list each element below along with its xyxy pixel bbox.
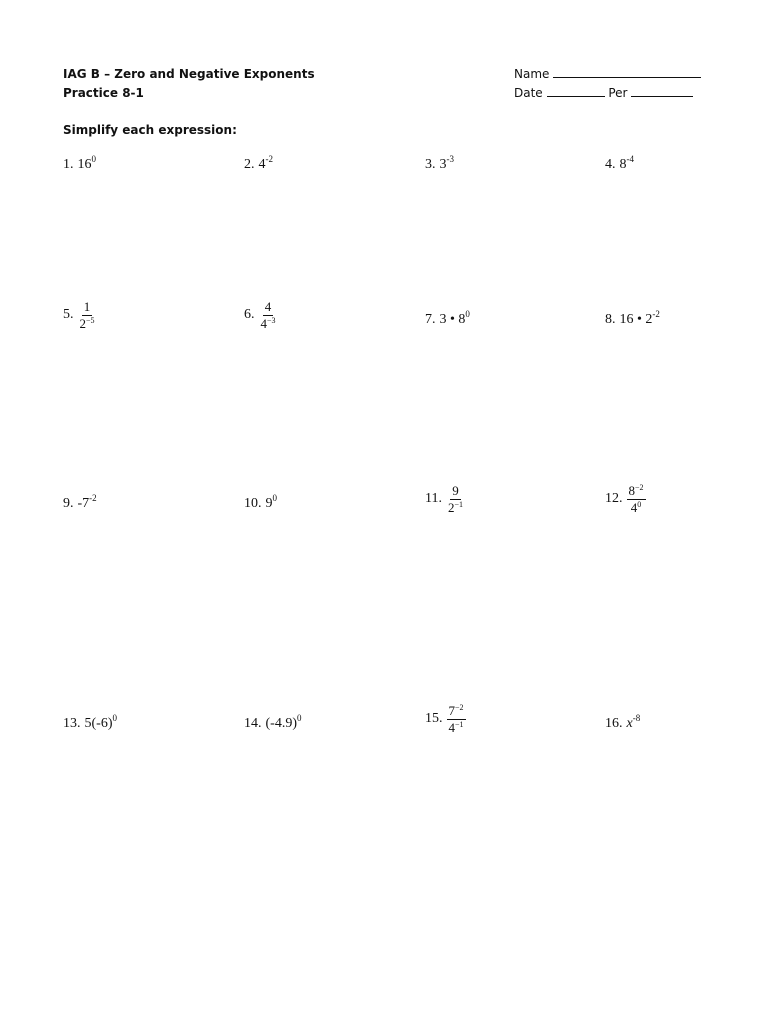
problem-5 — [63, 300, 97, 330]
problem-exponent: -8 — [632, 713, 641, 723]
practice-label: Practice 8-1 — [63, 86, 144, 100]
problem-base: (-4.9) — [265, 716, 297, 731]
problem-11 — [425, 484, 465, 514]
problem-exponent: -3 — [446, 154, 454, 164]
problem-base: 4 — [258, 157, 266, 172]
fraction-numerator: $7^{-2}$ — [448, 703, 464, 718]
problem-number: 11. — [425, 491, 442, 507]
problem-exponent: 0 — [112, 713, 117, 723]
problem-number: 14. — [244, 716, 262, 731]
problem-exponent: -2 — [89, 493, 97, 503]
fraction-denominator: $4^0$ — [630, 499, 642, 515]
fraction-denominator: $4^{-1}$ — [448, 719, 464, 735]
problem-number: 7. — [425, 312, 436, 327]
name-blank — [553, 67, 701, 78]
problem-base: 16 — [77, 157, 92, 172]
problem-base: 3 — [439, 157, 447, 172]
problem-15 — [425, 704, 466, 734]
problem-exponent: 0 — [465, 309, 470, 319]
instructions: Simplify each expression: — [63, 123, 237, 137]
problem-exponent: 0 — [91, 154, 96, 164]
fraction-denominator: $2^{-5}$ — [79, 315, 95, 331]
problem-6 — [244, 300, 278, 330]
problem-base: 8 — [619, 157, 627, 172]
fraction-numerator: 4 — [264, 299, 272, 314]
problem-16 — [605, 713, 641, 731]
problem-base: 5(-6) — [84, 716, 113, 731]
fraction — [78, 300, 97, 330]
problem-number: 12. — [605, 491, 623, 507]
problem-exponent: 0 — [297, 713, 302, 723]
problem-9 — [63, 493, 97, 511]
problem-base: 16 • 2 — [619, 312, 653, 327]
name-label: Name — [514, 67, 550, 81]
problem-4 — [605, 154, 634, 172]
problem-number: 2. — [244, 157, 255, 172]
problem-number: 8. — [605, 312, 616, 327]
problem-exponent: 0 — [272, 493, 277, 503]
fraction — [447, 704, 466, 734]
fraction — [446, 484, 465, 514]
problem-base: -7 — [77, 496, 90, 511]
worksheet-title: IAG B – Zero and Negative Exponents — [63, 67, 315, 81]
problem-exponent: -2 — [652, 309, 660, 319]
problem-number: 10. — [244, 496, 262, 511]
fraction — [627, 484, 646, 514]
problem-number: 16. — [605, 716, 623, 731]
problem-2 — [244, 154, 273, 172]
fraction-numerator: 1 — [83, 299, 91, 314]
date-blank — [547, 86, 605, 97]
date-label: Date — [514, 86, 543, 100]
problem-base: 3 • 8 — [439, 312, 466, 327]
date-per-line — [514, 86, 693, 100]
problem-10 — [244, 493, 277, 511]
problem-number: 1. — [63, 157, 74, 172]
problem-number: 15. — [425, 711, 443, 727]
problem-base: x — [626, 716, 633, 731]
per-blank — [631, 86, 693, 97]
fraction-numerator: $8^{-2}$ — [628, 483, 644, 498]
problem-8 — [605, 309, 660, 327]
problem-number: 9. — [63, 496, 74, 511]
problem-12 — [605, 484, 646, 514]
problem-number: 3. — [425, 157, 436, 172]
problem-base: 9 — [265, 496, 273, 511]
problem-3 — [425, 154, 454, 172]
problem-exponent: -4 — [626, 154, 634, 164]
problem-number: 4. — [605, 157, 616, 172]
fraction-denominator: $4^{-3}$ — [260, 315, 276, 331]
fraction-denominator: $2^{-1}$ — [447, 499, 463, 515]
problem-number: 5. — [63, 307, 74, 323]
fraction-numerator: 9 — [452, 483, 459, 498]
fraction — [259, 300, 278, 330]
problem-14 — [244, 713, 302, 731]
problem-number: 13. — [63, 716, 81, 731]
problem-exponent: -2 — [265, 154, 273, 164]
problem-13 — [63, 713, 117, 731]
problem-1 — [63, 154, 96, 172]
problem-7 — [425, 309, 470, 327]
problem-number: 6. — [244, 307, 255, 323]
per-label: Per — [608, 86, 628, 100]
name-line — [514, 67, 701, 81]
